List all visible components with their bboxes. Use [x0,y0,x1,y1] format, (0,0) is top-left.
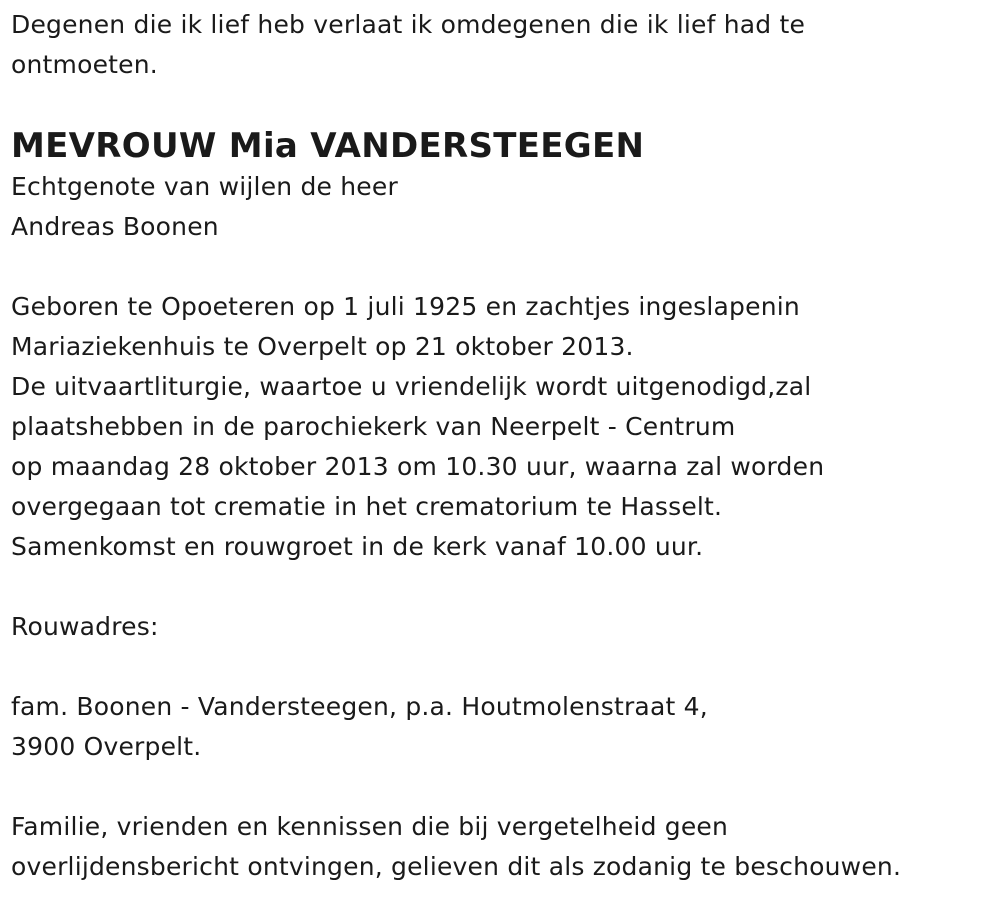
announcement-line: Samenkomst en rouwgroet in de kerk vanaf 10.00 uur. [11,532,704,561]
spacer [11,247,991,287]
spouse-info [11,167,991,247]
deceased-name: MEVROUW Mia VANDERSTEEGEN [11,126,645,166]
closing-line: Familie, vrienden en kennissen die bij vergetelheid geen [11,812,729,841]
spacer [11,647,991,687]
announcement-line: Geboren te Opoeteren op 1 juli 1925 en zachtjes ingeslapenin [11,292,800,321]
spacer [11,567,991,607]
address-line: fam. Boonen - Vandersteegen, p.a. Houtmolenstraat 4, [11,692,708,721]
announcement-line: op maandag 28 oktober 2013 om 10.30 uur, waarna zal worden [11,452,825,481]
address-line: 3900 Overpelt. [11,732,202,761]
spouse-line: Andreas Boonen [11,212,219,241]
closing-line: overlijdensbericht ontvingen, gelieven dit als zodanig te beschouwen. [11,852,902,881]
spouse-line: Echtgenote van wijlen de heer [11,172,398,201]
announcement-line: plaatshebben in de parochiekerk van Neerpelt - Centrum [11,412,736,441]
quote-line: Degenen die ik lief heb verlaat ik omdegenen die ik lief had te [11,10,806,39]
quote-line: ontmoeten. [11,50,158,79]
closing-note [11,807,991,887]
announcement-line: De uitvaartliturgie, waartoe u vriendelijk wordt uitgenodigd,zal [11,372,812,401]
announcement-line: overgegaan tot crematie in het crematorium te Hasselt. [11,492,723,521]
obituary-notice [11,5,991,887]
announcement-block [11,287,991,567]
address-label: Rouwadres: [11,612,159,641]
mourning-address [11,687,991,767]
spacer [11,767,991,807]
announcement-line: Mariaziekenhuis te Overpelt op 21 oktober 2013. [11,332,634,361]
opening-quote [11,5,991,85]
